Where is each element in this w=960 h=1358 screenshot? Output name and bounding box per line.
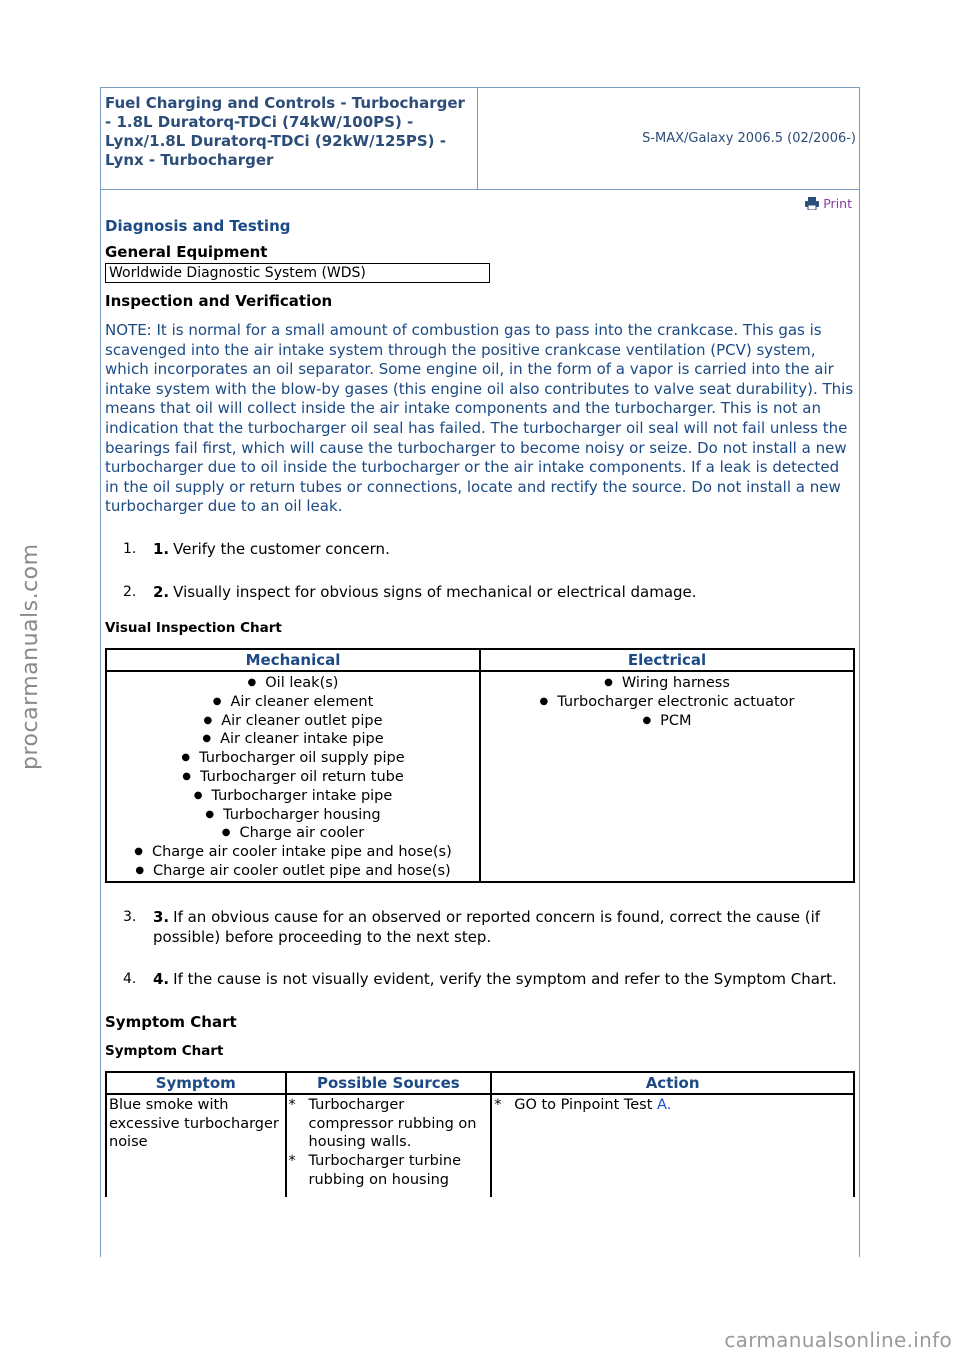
list-item: ● Air cleaner intake pipe bbox=[107, 730, 479, 749]
table-row bbox=[106, 1094, 854, 1197]
inspection-note: NOTE: It is normal for a small amount of combustion gas to pass into the crankcase. This gas is scavenged into the air intake system through the positive crankcase ventilation (PCV) system, which incorporates an oil separator. Some engine oil, in the form of a vapor is carried into the air intake system with the blow-by gases (this engine oil also contributes to valve seat durability). This means that oil will collect inside the air intake components and the turbocharger. This is not an indication that the turbocharger oil seal has failed. The turbocharger oil seal will not fail unless the bearings fail first, which will cause the turbocharger to become noisy or seize. Do not install a new turbocharger due to oil inside the turbocharger or the air intake components. If a leak is detected in the oil supply or return tubes or connections, locate and rectify the source. Do not install a new turbocharger due to an oil leak. bbox=[105, 321, 854, 516]
visual-chart-caption: Visual Inspection Chart bbox=[105, 619, 282, 636]
steps-list-b bbox=[105, 907, 855, 989]
action-list bbox=[494, 1096, 851, 1115]
list-item: ● Air cleaner element bbox=[107, 693, 479, 712]
step-bold-number: 3. bbox=[153, 907, 170, 926]
symptom-table bbox=[105, 1071, 855, 1197]
sources-list bbox=[289, 1096, 489, 1190]
list-item: ● Charge air cooler bbox=[107, 824, 479, 843]
list-item: ● Charge air cooler intake pipe and hose(s) bbox=[107, 843, 479, 862]
symptom-cell: Blue smoke with excessive turbocharger noise bbox=[106, 1094, 286, 1197]
step-number: 1. bbox=[123, 540, 137, 557]
steps-list-a bbox=[105, 539, 855, 602]
general-equipment-heading: General Equipment bbox=[105, 243, 268, 261]
step-item bbox=[105, 539, 855, 559]
list-item: ● Charge air cooler outlet pipe and hose(s) bbox=[107, 862, 479, 881]
list-item: ● Turbocharger electronic actuator bbox=[481, 693, 853, 712]
step-number: 3. bbox=[123, 908, 137, 925]
list-item: ● Wiring harness bbox=[481, 674, 853, 693]
mechanical-cell bbox=[106, 671, 480, 882]
page-title: Fuel Charging and Controls - Turbocharger - 1.8L Duratorq-TDCi (74kW/100PS) - Lynx/1.8L Duratorq-TDCi (92kW/125PS) - Lynx - Turbocharger bbox=[100, 88, 478, 189]
action-text: GO to Pinpoint Test bbox=[514, 1096, 658, 1113]
step-item bbox=[105, 907, 855, 947]
side-watermark: procarmanuals.com bbox=[18, 543, 43, 770]
mechanical-header: Mechanical bbox=[106, 649, 480, 671]
list-item bbox=[494, 1096, 851, 1115]
symptom-chart-heading: Symptom Chart bbox=[105, 1012, 237, 1031]
list-item: ● Turbocharger intake pipe bbox=[107, 787, 479, 806]
list-item: ● PCM bbox=[481, 712, 853, 731]
visual-inspection-table bbox=[105, 648, 855, 883]
action-cell bbox=[491, 1094, 854, 1197]
step-text: Verify the customer concern. bbox=[173, 539, 390, 558]
vehicle-model: S-MAX/Galaxy 2006.5 (02/2006-) bbox=[642, 131, 856, 146]
list-item: ● Turbocharger oil supply pipe bbox=[107, 749, 479, 768]
pinpoint-test-link[interactable]: A. bbox=[657, 1096, 672, 1113]
symptom-chart-caption: Symptom Chart bbox=[105, 1042, 224, 1059]
section-title: Diagnosis and Testing bbox=[105, 217, 291, 235]
equipment-item: Worldwide Diagnostic System (WDS) bbox=[105, 263, 490, 283]
step-text: If an obvious cause for an observed or reported concern is found, correct the cause (if possible) before proceeding to the next step. bbox=[153, 907, 821, 946]
list-item: ● Turbocharger housing bbox=[107, 806, 479, 825]
sources-header: Possible Sources bbox=[286, 1072, 492, 1094]
list-item: ● Oil leak(s) bbox=[107, 674, 479, 693]
print-label: Print bbox=[823, 196, 852, 211]
electrical-header: Electrical bbox=[480, 649, 854, 671]
mechanical-list bbox=[107, 674, 479, 881]
print-toolbar bbox=[100, 190, 860, 212]
list-item: ● Turbocharger oil return tube bbox=[107, 768, 479, 787]
step-text: Visually inspect for obvious signs of mechanical or electrical damage. bbox=[173, 582, 697, 601]
step-bold-number: 4. bbox=[153, 969, 170, 988]
electrical-cell bbox=[480, 671, 854, 882]
bottom-watermark: carmanualsonline.info bbox=[724, 1328, 952, 1352]
step-number: 4. bbox=[123, 970, 137, 987]
electrical-list bbox=[481, 674, 853, 730]
list-item: * Turbocharger turbine rubbing on housing bbox=[289, 1152, 489, 1190]
action-header: Action bbox=[491, 1072, 854, 1094]
step-bold-number: 1. bbox=[153, 539, 170, 558]
step-item bbox=[105, 969, 855, 989]
sources-cell bbox=[286, 1094, 492, 1197]
print-button[interactable] bbox=[805, 196, 852, 211]
list-item: * Turbocharger compressor rubbing on housing walls. bbox=[289, 1096, 489, 1152]
step-item bbox=[105, 582, 855, 602]
manual-page bbox=[100, 87, 860, 1257]
printer-icon bbox=[805, 197, 819, 210]
step-text: If the cause is not visually evident, verify the symptom and refer to the Symptom Chart. bbox=[173, 969, 837, 988]
list-item: ● Air cleaner outlet pipe bbox=[107, 712, 479, 731]
document-body bbox=[100, 217, 860, 1197]
step-number: 2. bbox=[123, 583, 137, 600]
page-header bbox=[100, 87, 860, 190]
inspection-heading: Inspection and Verification bbox=[105, 292, 333, 310]
step-bold-number: 2. bbox=[153, 582, 170, 601]
symptom-header: Symptom bbox=[106, 1072, 286, 1094]
